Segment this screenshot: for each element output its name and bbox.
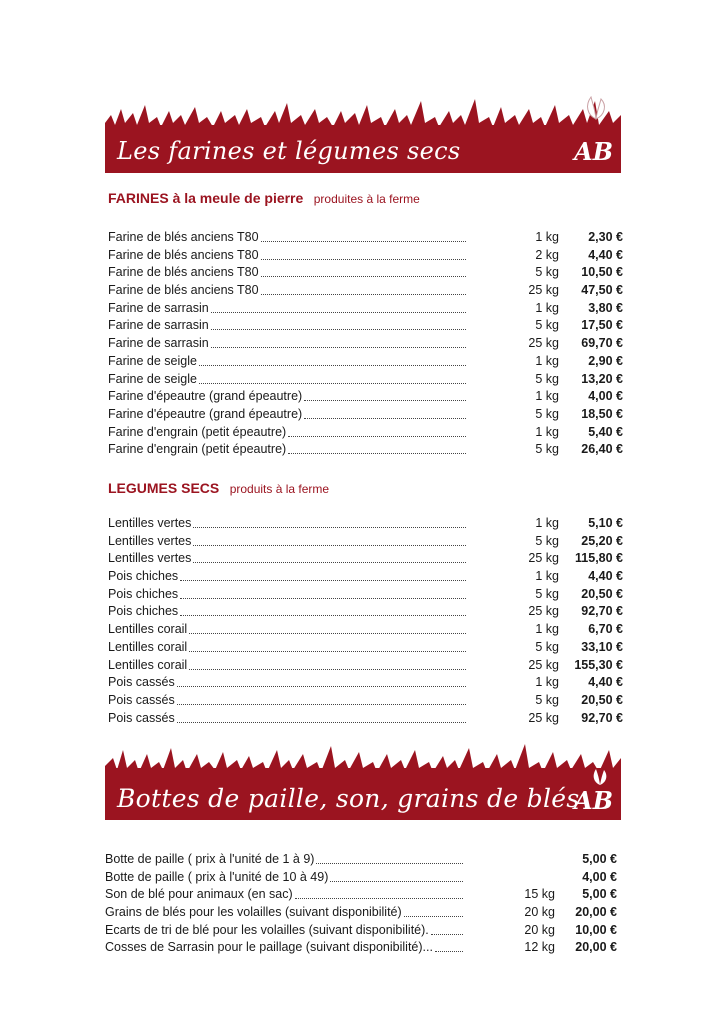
legumes-price-list (108, 515, 623, 727)
product-quantity: 1 kg (535, 353, 559, 368)
legumes-heading (108, 480, 329, 498)
price-row (108, 300, 623, 318)
product-price: 69,70 € (581, 336, 623, 351)
banner-paille (105, 740, 621, 820)
product-price: 115,80 € (575, 551, 623, 566)
product-name: Botte de paille ( prix à l'unité de 1 à 9) (105, 852, 315, 866)
legumes-title: LEGUMES SECS (108, 480, 220, 496)
product-name: Farine de blés anciens T80 (108, 247, 259, 262)
product-quantity: 1 kg (535, 389, 559, 404)
dot-leader (304, 388, 466, 401)
product-name: Grains de blés pour les volailles (suivant disponibilité) (105, 905, 402, 920)
product-quantity: 1 kg (535, 675, 559, 690)
product-name: Lentilles corail (108, 639, 188, 654)
product-price: 4,40 € (588, 569, 623, 584)
price-row (108, 710, 623, 728)
dot-leader (261, 247, 466, 260)
dot-leader (199, 371, 466, 384)
product-price: 2,30 € (588, 230, 623, 244)
product-price: 2,90 € (588, 353, 623, 368)
dot-leader (261, 229, 466, 242)
price-row (108, 424, 623, 442)
product-quantity: 1 kg (535, 516, 559, 530)
product-name: Pois cassés (108, 692, 175, 707)
product-quantity: 5 kg (535, 586, 559, 601)
product-price: 18,50 € (581, 406, 623, 421)
dot-leader (180, 586, 466, 599)
product-quantity: 5 kg (535, 371, 559, 386)
product-price: 4,40 € (588, 675, 623, 690)
product-price: 6,70 € (588, 622, 623, 637)
product-quantity: 1 kg (535, 569, 559, 584)
price-row (108, 264, 623, 282)
product-price: 20,50 € (581, 586, 623, 601)
price-row (108, 229, 623, 247)
banner-farines (105, 95, 621, 173)
product-price: 26,40 € (581, 442, 623, 457)
dot-leader (211, 300, 466, 313)
product-price: 4,00 € (582, 869, 617, 884)
price-row (108, 247, 623, 265)
product-name: Farine de sarrasin (108, 336, 209, 351)
product-quantity: 5 kg (535, 533, 559, 548)
dot-leader (404, 904, 463, 917)
dot-leader (193, 515, 466, 528)
price-row (108, 371, 623, 389)
product-price: 20,00 € (575, 905, 617, 920)
dot-leader (288, 441, 466, 454)
legumes-subtitle: produits à la ferme (229, 482, 330, 496)
product-quantity: 5 kg (535, 265, 559, 280)
price-row (108, 586, 623, 604)
dot-leader (193, 550, 466, 563)
product-price: 25,20 € (581, 533, 623, 548)
dot-leader (261, 264, 466, 277)
dot-leader (189, 639, 466, 652)
price-row (108, 550, 623, 568)
price-row (108, 317, 623, 335)
dot-leader (330, 869, 463, 882)
product-name: Lentilles corail (108, 622, 188, 637)
product-quantity: 25 kg (528, 657, 559, 672)
product-name: Pois chiches (108, 604, 179, 619)
product-quantity: 25 kg (528, 283, 559, 298)
product-name: Pois chiches (108, 569, 179, 584)
product-price: 47,50 € (581, 283, 623, 298)
product-quantity: 25 kg (528, 604, 559, 619)
dot-leader (180, 568, 466, 581)
product-name: Farine d'épeautre (grand épeautre) (108, 406, 303, 421)
product-name: Pois chiches (108, 586, 179, 601)
price-row (108, 335, 623, 353)
product-price: 5,00 € (582, 887, 617, 902)
product-quantity: 25 kg (528, 710, 559, 725)
product-price: 17,50 € (581, 318, 623, 333)
dot-leader (304, 406, 466, 419)
product-name: Farine d'engrain (petit épeautre) (108, 424, 287, 439)
product-quantity: 5 kg (535, 318, 559, 333)
product-name: Lentilles vertes (108, 551, 192, 566)
price-row (105, 904, 617, 922)
product-name: Farine de sarrasin (108, 318, 209, 333)
dot-leader (435, 939, 463, 952)
product-name: Lentilles vertes (108, 533, 192, 548)
product-quantity: 1 kg (535, 622, 559, 637)
product-quantity: 25 kg (528, 551, 559, 566)
price-row (108, 282, 623, 300)
product-price: 5,40 € (588, 424, 623, 439)
price-row (108, 515, 623, 533)
price-row (108, 568, 623, 586)
dot-leader (177, 674, 466, 687)
product-name: Son de blé pour animaux (en sac) (105, 887, 293, 902)
product-quantity: 1 kg (535, 424, 559, 439)
price-row (105, 939, 617, 957)
price-row (108, 674, 623, 692)
price-row (108, 406, 623, 424)
product-name: Lentilles vertes (108, 516, 192, 530)
product-name: Farine de blés anciens T80 (108, 265, 259, 280)
dot-leader (211, 335, 466, 348)
product-quantity: 15 kg (524, 887, 555, 902)
product-price: 33,10 € (581, 639, 623, 654)
dot-leader (177, 692, 466, 705)
product-name: Botte de paille ( prix à l'unité de 10 à 49) (105, 869, 329, 884)
product-name: Lentilles corail (108, 657, 188, 672)
product-price: 155,30 € (574, 657, 623, 672)
product-price: 5,10 € (588, 516, 623, 530)
price-row (105, 851, 617, 869)
dot-leader (189, 657, 466, 670)
product-quantity: 25 kg (528, 336, 559, 351)
farines-heading (108, 190, 420, 208)
dot-leader (180, 603, 466, 616)
price-row (108, 639, 623, 657)
product-quantity: 5 kg (535, 639, 559, 654)
product-price: 92,70 € (581, 604, 623, 619)
farines-subtitle: produites à la ferme (313, 192, 420, 206)
price-row (105, 886, 617, 904)
farines-title: FARINES à la meule de pierre (108, 190, 304, 206)
price-row (105, 869, 617, 887)
product-price: 4,00 € (588, 389, 623, 404)
dot-leader (261, 282, 466, 295)
product-quantity: 5 kg (535, 442, 559, 457)
leaf-icon (589, 768, 611, 786)
product-name: Farine de seigle (108, 353, 197, 368)
farines-price-list (108, 229, 623, 459)
product-price: 20,00 € (575, 940, 617, 955)
banner-title: Les farines et légumes secs (117, 137, 461, 165)
leaf-icon (581, 95, 611, 121)
dot-leader (199, 353, 466, 366)
product-name: Pois cassés (108, 710, 175, 725)
price-row (108, 388, 623, 406)
product-name: Ecarts de tri de blé pour les volailles (suivant disponibilité). (105, 922, 429, 937)
product-name: Pois cassés (108, 675, 175, 690)
product-price: 10,00 € (575, 922, 617, 937)
paille-price-list (105, 851, 617, 957)
product-name: Farine de blés anciens T80 (108, 230, 259, 244)
product-name: Farine de blés anciens T80 (108, 283, 259, 298)
product-price: 5,00 € (582, 852, 617, 866)
product-price: 92,70 € (581, 710, 623, 725)
product-quantity: 20 kg (524, 922, 555, 937)
product-quantity: 20 kg (524, 905, 555, 920)
product-price: 20,50 € (581, 692, 623, 707)
product-price: 10,50 € (581, 265, 623, 280)
price-row (105, 922, 617, 940)
dot-leader (288, 424, 466, 437)
price-row (108, 353, 623, 371)
product-name: Farine d'épeautre (grand épeautre) (108, 389, 303, 404)
product-quantity: 1 kg (535, 230, 559, 244)
product-price: 13,20 € (581, 371, 623, 386)
dot-leader (431, 922, 463, 935)
banner-title: Bottes de paille, son, grains de blés (117, 784, 580, 813)
product-quantity: 12 kg (524, 940, 555, 955)
product-quantity: 5 kg (535, 692, 559, 707)
product-price: 3,80 € (588, 300, 623, 315)
price-row (108, 692, 623, 710)
dot-leader (316, 851, 463, 864)
product-name: Farine de sarrasin (108, 300, 209, 315)
product-name: Farine d'engrain (petit épeautre) (108, 442, 287, 457)
product-price: 4,40 € (588, 247, 623, 262)
dot-leader (295, 886, 463, 899)
price-row (108, 533, 623, 551)
dot-leader (193, 533, 466, 546)
price-row (108, 441, 623, 459)
price-row (108, 621, 623, 639)
product-name: Farine de seigle (108, 371, 197, 386)
product-quantity: 2 kg (535, 247, 559, 262)
product-quantity: 5 kg (535, 406, 559, 421)
product-quantity: 1 kg (535, 300, 559, 315)
dot-leader (177, 710, 466, 723)
product-name: Cosses de Sarrasin pour le paillage (suivant disponibilité)... (105, 940, 433, 955)
ab-logo: AB (574, 786, 613, 815)
dot-leader (189, 621, 466, 634)
price-row (108, 657, 623, 675)
ab-logo: AB (574, 137, 613, 166)
dot-leader (211, 317, 466, 330)
price-row (108, 603, 623, 621)
